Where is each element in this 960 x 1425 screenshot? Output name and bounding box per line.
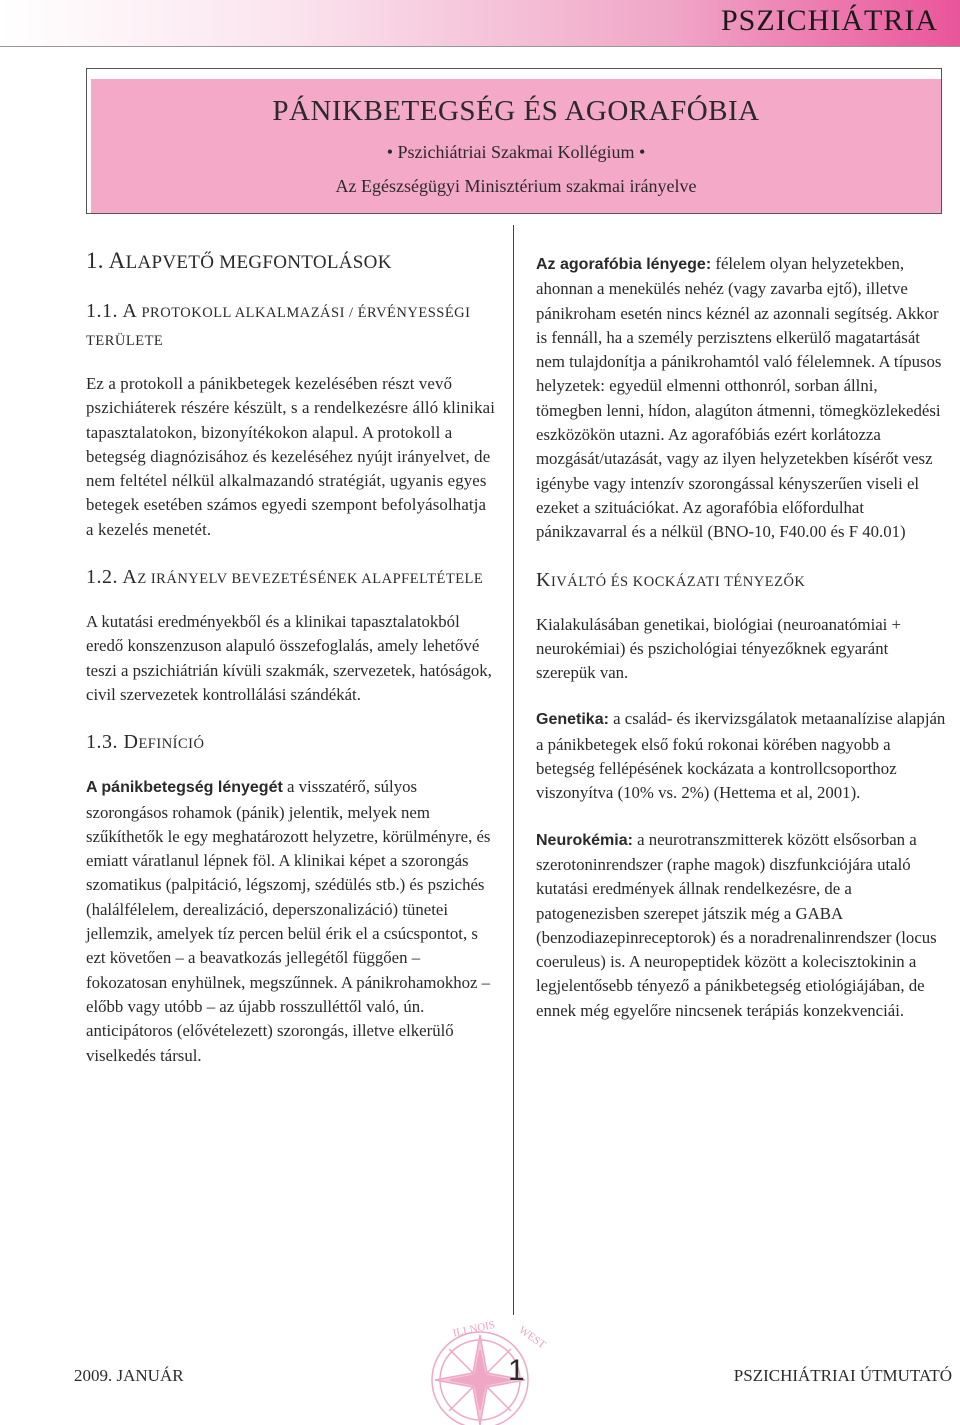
heading-basics [86, 248, 496, 274]
section-name: PSZICHIÁTRIA [720, 4, 938, 37]
agoraphobia-body: félelem olyan helyzetekben, ahonnan a menekülés nehéz (vagy zavarba ejtő), illetve pánikroham esetén nincs kéznél az azonnali segítség. Akkor is fennáll, ha a személy perzisztens elkerülő magatartását nem tulajdonítja a pánikrohamtól való félelemnek. A típusos helyzetek: egyedül elmenni otthonról, sorban állni, tömegben lenni, hídon, alagúton átmenni, tömegközlekedési eszközökön utazni. Az agorafóbiás ezért korlátozza mozgását/utazását, vagy az ilyen helyzetekben kísérőt vesz igénybe vagy intenzív szorongással kényszerűen viseli el ezeket a szituációkat. Az agorafóbia előfordulhat pánikzavarral és a nélkül (BNO-10, F40.00 és F 40.01) [536, 254, 942, 542]
heading-basics-cap: A [108, 248, 126, 273]
top-banner [0, 0, 960, 46]
heading-scope [86, 298, 496, 354]
paragraph-agoraphobia [536, 252, 946, 545]
heading-prerequisite-number: 1.2. [86, 566, 123, 589]
heading-definition-number: 1.3. [86, 731, 124, 754]
paragraph-neurochemistry [536, 828, 946, 1023]
neurochemistry-lead: Neurokémia: [536, 831, 633, 849]
left-column [86, 248, 496, 1068]
heading-prerequisite-rest: Z IRÁNYELV BEVEZETÉSÉNEK ALAPFELTÉTELE [137, 571, 484, 588]
heading-basics-number: 1. [86, 248, 109, 273]
page-title: PÁNIKBETEGSÉG ÉS AGORAFÓBIA [272, 95, 760, 127]
paragraph-genetics [536, 707, 946, 805]
definition-body: a visszatérő, súlyos szorongásos rohamok (pánik) jelentik, melyek nem szűkíthetők le egy meghatározott helyzetre, körülményre, és emiatt váratlanul lépnek föl. A klinikai képet a szorongás szomatikus (palpitáció, légszomj, szédülés stb.) és pszichés (halálfélelem, derealizáció, deperszonalizáció) tünetei jellemzik, amelyek tíz percen belül érik el a csúcspontot, s ezt követően – a beavatkozás jellegétől függően – fokozatosan enyhülnek, megszűnnek. A pánikrohamokhoz – előbb vagy utóbb – az újabb rosszulléttől való, ún. anticipátoros (elővételezett) szorongás, illetve elkerülő viselkedés társul. [86, 777, 491, 1065]
heading-prerequisite [86, 564, 496, 592]
paragraph-scope: Ez a protokoll a pánikbetegek kezelésében részt vevő pszichiáterek részére készült, s a rendelkezésre álló klinikai tapasztalatokon, bizonyítékokon alapul. A protokoll a betegség diagnózisához és kezeléséhez nyújt irányelvet, de nem feltétel nélkül alkalmazandó stratégiát, ugyanis egyes betegek esetében számos egyedi szempont befolyásolhatja a kezelés menetét. [86, 374, 496, 539]
paragraph-risk-factors: Kialakulásában genetikai, biológiai (neuroanatómiai + neurokémiai) és pszichológiai tényezőknek egyaránt szerepük van. [536, 614, 902, 683]
paragraph-prerequisite: A kutatási eredményekből és a klinikai tapasztalatokból eredő konszenzuson alapuló összefoglalás, amely lehetővé teszi a pszichiátrián kívüli szakmák, szervezetek, hatóságok, civil szervezetek kontrollálási szándékát. [86, 612, 492, 704]
footer [0, 1354, 960, 1398]
heading-scope-cap: A [122, 300, 138, 322]
definition-lead: A pánikbetegség lényegét [86, 779, 283, 797]
title-box [91, 79, 941, 213]
heading-risk-rest: IVÁLTÓ ÉS KOCKÁZATI TÉNYEZŐK [550, 573, 806, 590]
heading-definition-rest: EFINÍCIÓ [138, 736, 205, 753]
right-column [536, 252, 946, 1023]
compass-label-west: WEST [516, 1324, 548, 1352]
genetics-body: a család- és ikervizsgálatok metaanalízise alapján a pánikbetegek első fokú rokonai körében nagyobb a betegség fellépésének kockázata a kontrollcsoporthoz viszonyítva (10% vs. 2%) (Hettema et al, 2001). [536, 709, 946, 803]
title-frame [86, 68, 942, 214]
top-rule [0, 46, 960, 47]
column-divider [513, 225, 514, 1315]
heading-scope-rest: PROTOKOLL ALKALMAZÁSI / ÉRVÉNYESSÉGI TERÜLETE [86, 305, 471, 349]
heading-definition [86, 729, 496, 757]
heading-definition-cap: D [123, 731, 139, 754]
heading-prerequisite-cap: A [122, 566, 138, 589]
subtitle-guideline: Az Egészségügyi Minisztérium szakmai irányelve [335, 176, 697, 196]
subtitle-publisher: • Pszichiátriai Szakmai Kollégium • [386, 142, 646, 162]
agoraphobia-lead: Az agorafóbia lényege: [536, 256, 712, 273]
page-number: 1 [508, 1354, 525, 1387]
heading-risk-factors [536, 567, 946, 595]
heading-risk-cap: K [536, 568, 551, 591]
compass-label-north: ILLNOIS [451, 1318, 497, 1340]
footer-publication: PSZICHIÁTRIAI ÚTMUTATÓ [733, 1366, 952, 1385]
heading-basics-rest: LAPVETŐ MEGFONTOLÁSOK [125, 252, 392, 273]
genetics-lead: Genetika: [536, 711, 609, 729]
footer-date: 2009. JANUÁR [74, 1366, 184, 1385]
neurochemistry-body: a neurotranszmitterek között elsősorban a szerotoninrendszer (raphe magok) diszfunkciójára utaló kutatási eredmények állnak rendelkezésre, de a patogenezisben szerepet játszik még a GABA (benzodiazepinreceptorok) és a noradrenalinrendszer (locus coeruleus) is. A neuropeptidek között a kolecisztokinin a legjelentősebb tényező a pánikbetegség etiológiájában, de ennek még egyelőre nincsenek terápiás konzekvenciái. [536, 829, 937, 1020]
heading-scope-number: 1.1. [86, 300, 123, 322]
paragraph-definition [86, 775, 496, 1068]
